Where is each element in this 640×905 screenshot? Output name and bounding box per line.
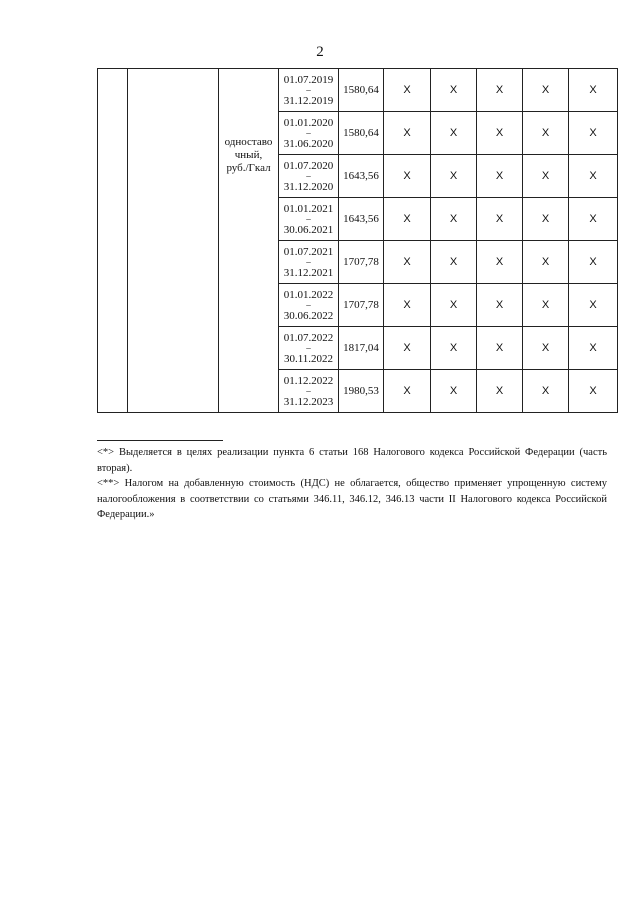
period-cell [279, 327, 339, 370]
tariff-value-cell: 1707,78 [339, 284, 384, 327]
x-mark-cell: X [477, 69, 523, 112]
x-mark-cell: X [384, 155, 431, 198]
x-mark-cell: X [523, 69, 569, 112]
period-from: 01.01.2020 [283, 116, 334, 129]
footnote-vat-allocation: <*> Выделяется в целях реализации пункта 6 статьи 168 Налогового кодекса Российской Федерации (часть вторая). [97, 447, 607, 474]
period-range [279, 246, 338, 279]
x-mark-cell: X [569, 112, 618, 155]
x-mark-cell: X [384, 284, 431, 327]
period-cell [279, 198, 339, 241]
period-dash: – [306, 213, 311, 224]
period-range [279, 74, 338, 107]
x-mark-cell: X [569, 241, 618, 284]
page-number: 2 [316, 44, 324, 60]
x-mark-cell: X [384, 69, 431, 112]
tariff-table [97, 68, 618, 413]
period-dash: – [306, 385, 311, 396]
period-to: 31.12.2021 [283, 266, 334, 279]
period-dash: – [306, 342, 311, 353]
period-from: 01.12.2022 [283, 374, 334, 387]
x-mark-cell: X [523, 284, 569, 327]
period-range [279, 203, 338, 236]
x-mark-cell: X [569, 155, 618, 198]
x-mark-cell: X [477, 198, 523, 241]
empty-name-cell [128, 69, 219, 413]
period-from: 01.07.2020 [283, 159, 334, 172]
period-to: 31.12.2020 [283, 180, 334, 193]
x-mark-cell: X [569, 327, 618, 370]
period-range [279, 117, 338, 150]
tariff-unit-line: руб./Гкал [226, 162, 271, 174]
x-mark-cell: X [477, 284, 523, 327]
tariff-unit-line: чный, [234, 149, 263, 161]
x-mark-cell: X [431, 327, 477, 370]
x-mark-cell: X [384, 198, 431, 241]
x-mark-cell: X [523, 112, 569, 155]
x-mark-cell: X [431, 241, 477, 284]
period-dash: – [306, 299, 311, 310]
x-mark-cell: X [384, 241, 431, 284]
period-dash: – [306, 256, 311, 267]
period-from: 01.01.2022 [283, 288, 334, 301]
period-to: 30.11.2022 [283, 352, 334, 365]
x-mark-cell: X [431, 198, 477, 241]
x-mark-cell: X [384, 112, 431, 155]
period-range [279, 289, 338, 322]
x-mark-cell: X [384, 327, 431, 370]
period-cell [279, 112, 339, 155]
footnote-vat-exempt: <**> Налогом на добавленную стоимость (НДС) не облагается, общество применяет упрощенную систему налогообложения в соответствии со статьями 346.11, 346.12, 346.13 части II Налогового кодекса Российской Федерации.» [97, 478, 607, 520]
tariff-unit-cell [219, 69, 279, 413]
x-mark-cell: X [431, 112, 477, 155]
tariff-value-cell: 1980,53 [339, 370, 384, 413]
period-to: 31.06.2020 [283, 137, 334, 150]
period-range [279, 375, 338, 408]
tariff-value-cell: 1643,56 [339, 155, 384, 198]
period-from: 01.07.2021 [283, 245, 334, 258]
x-mark-cell: X [477, 112, 523, 155]
period-cell [279, 370, 339, 413]
period-to: 31.12.2023 [283, 395, 334, 408]
period-range [279, 332, 338, 365]
period-from: 01.07.2022 [283, 331, 334, 344]
footnotes [97, 445, 607, 523]
x-mark-cell: X [431, 69, 477, 112]
period-cell [279, 69, 339, 112]
x-mark-cell: X [569, 370, 618, 413]
tariff-value-cell: 1643,56 [339, 198, 384, 241]
period-to: 30.06.2022 [283, 309, 334, 322]
period-from: 01.01.2021 [283, 202, 334, 215]
x-mark-cell: X [477, 241, 523, 284]
period-dash: – [306, 84, 311, 95]
table-row [98, 69, 618, 112]
x-mark-cell: X [523, 370, 569, 413]
x-mark-cell: X [569, 69, 618, 112]
footnote-divider [97, 440, 223, 441]
x-mark-cell: X [477, 155, 523, 198]
period-range [279, 160, 338, 193]
empty-number-cell [98, 69, 128, 413]
period-dash: – [306, 170, 311, 181]
period-from: 01.07.2019 [283, 73, 334, 86]
x-mark-cell: X [431, 284, 477, 327]
tariff-value-cell: 1580,64 [339, 112, 384, 155]
period-dash: – [306, 127, 311, 138]
x-mark-cell: X [569, 198, 618, 241]
period-cell [279, 284, 339, 327]
x-mark-cell: X [523, 155, 569, 198]
x-mark-cell: X [523, 241, 569, 284]
period-to: 31.12.2019 [283, 94, 334, 107]
period-cell [279, 241, 339, 284]
period-cell [279, 155, 339, 198]
tariff-value-cell: 1707,78 [339, 241, 384, 284]
x-mark-cell: X [384, 370, 431, 413]
tariff-value-cell: 1817,04 [339, 327, 384, 370]
x-mark-cell: X [523, 327, 569, 370]
x-mark-cell: X [477, 327, 523, 370]
tariff-table-body [98, 69, 618, 413]
x-mark-cell: X [431, 155, 477, 198]
x-mark-cell: X [477, 370, 523, 413]
tariff-value-cell: 1580,64 [339, 69, 384, 112]
x-mark-cell: X [569, 284, 618, 327]
tariff-unit-line: одноставо [224, 136, 273, 148]
period-to: 30.06.2021 [283, 223, 334, 236]
x-mark-cell: X [523, 198, 569, 241]
x-mark-cell: X [431, 370, 477, 413]
